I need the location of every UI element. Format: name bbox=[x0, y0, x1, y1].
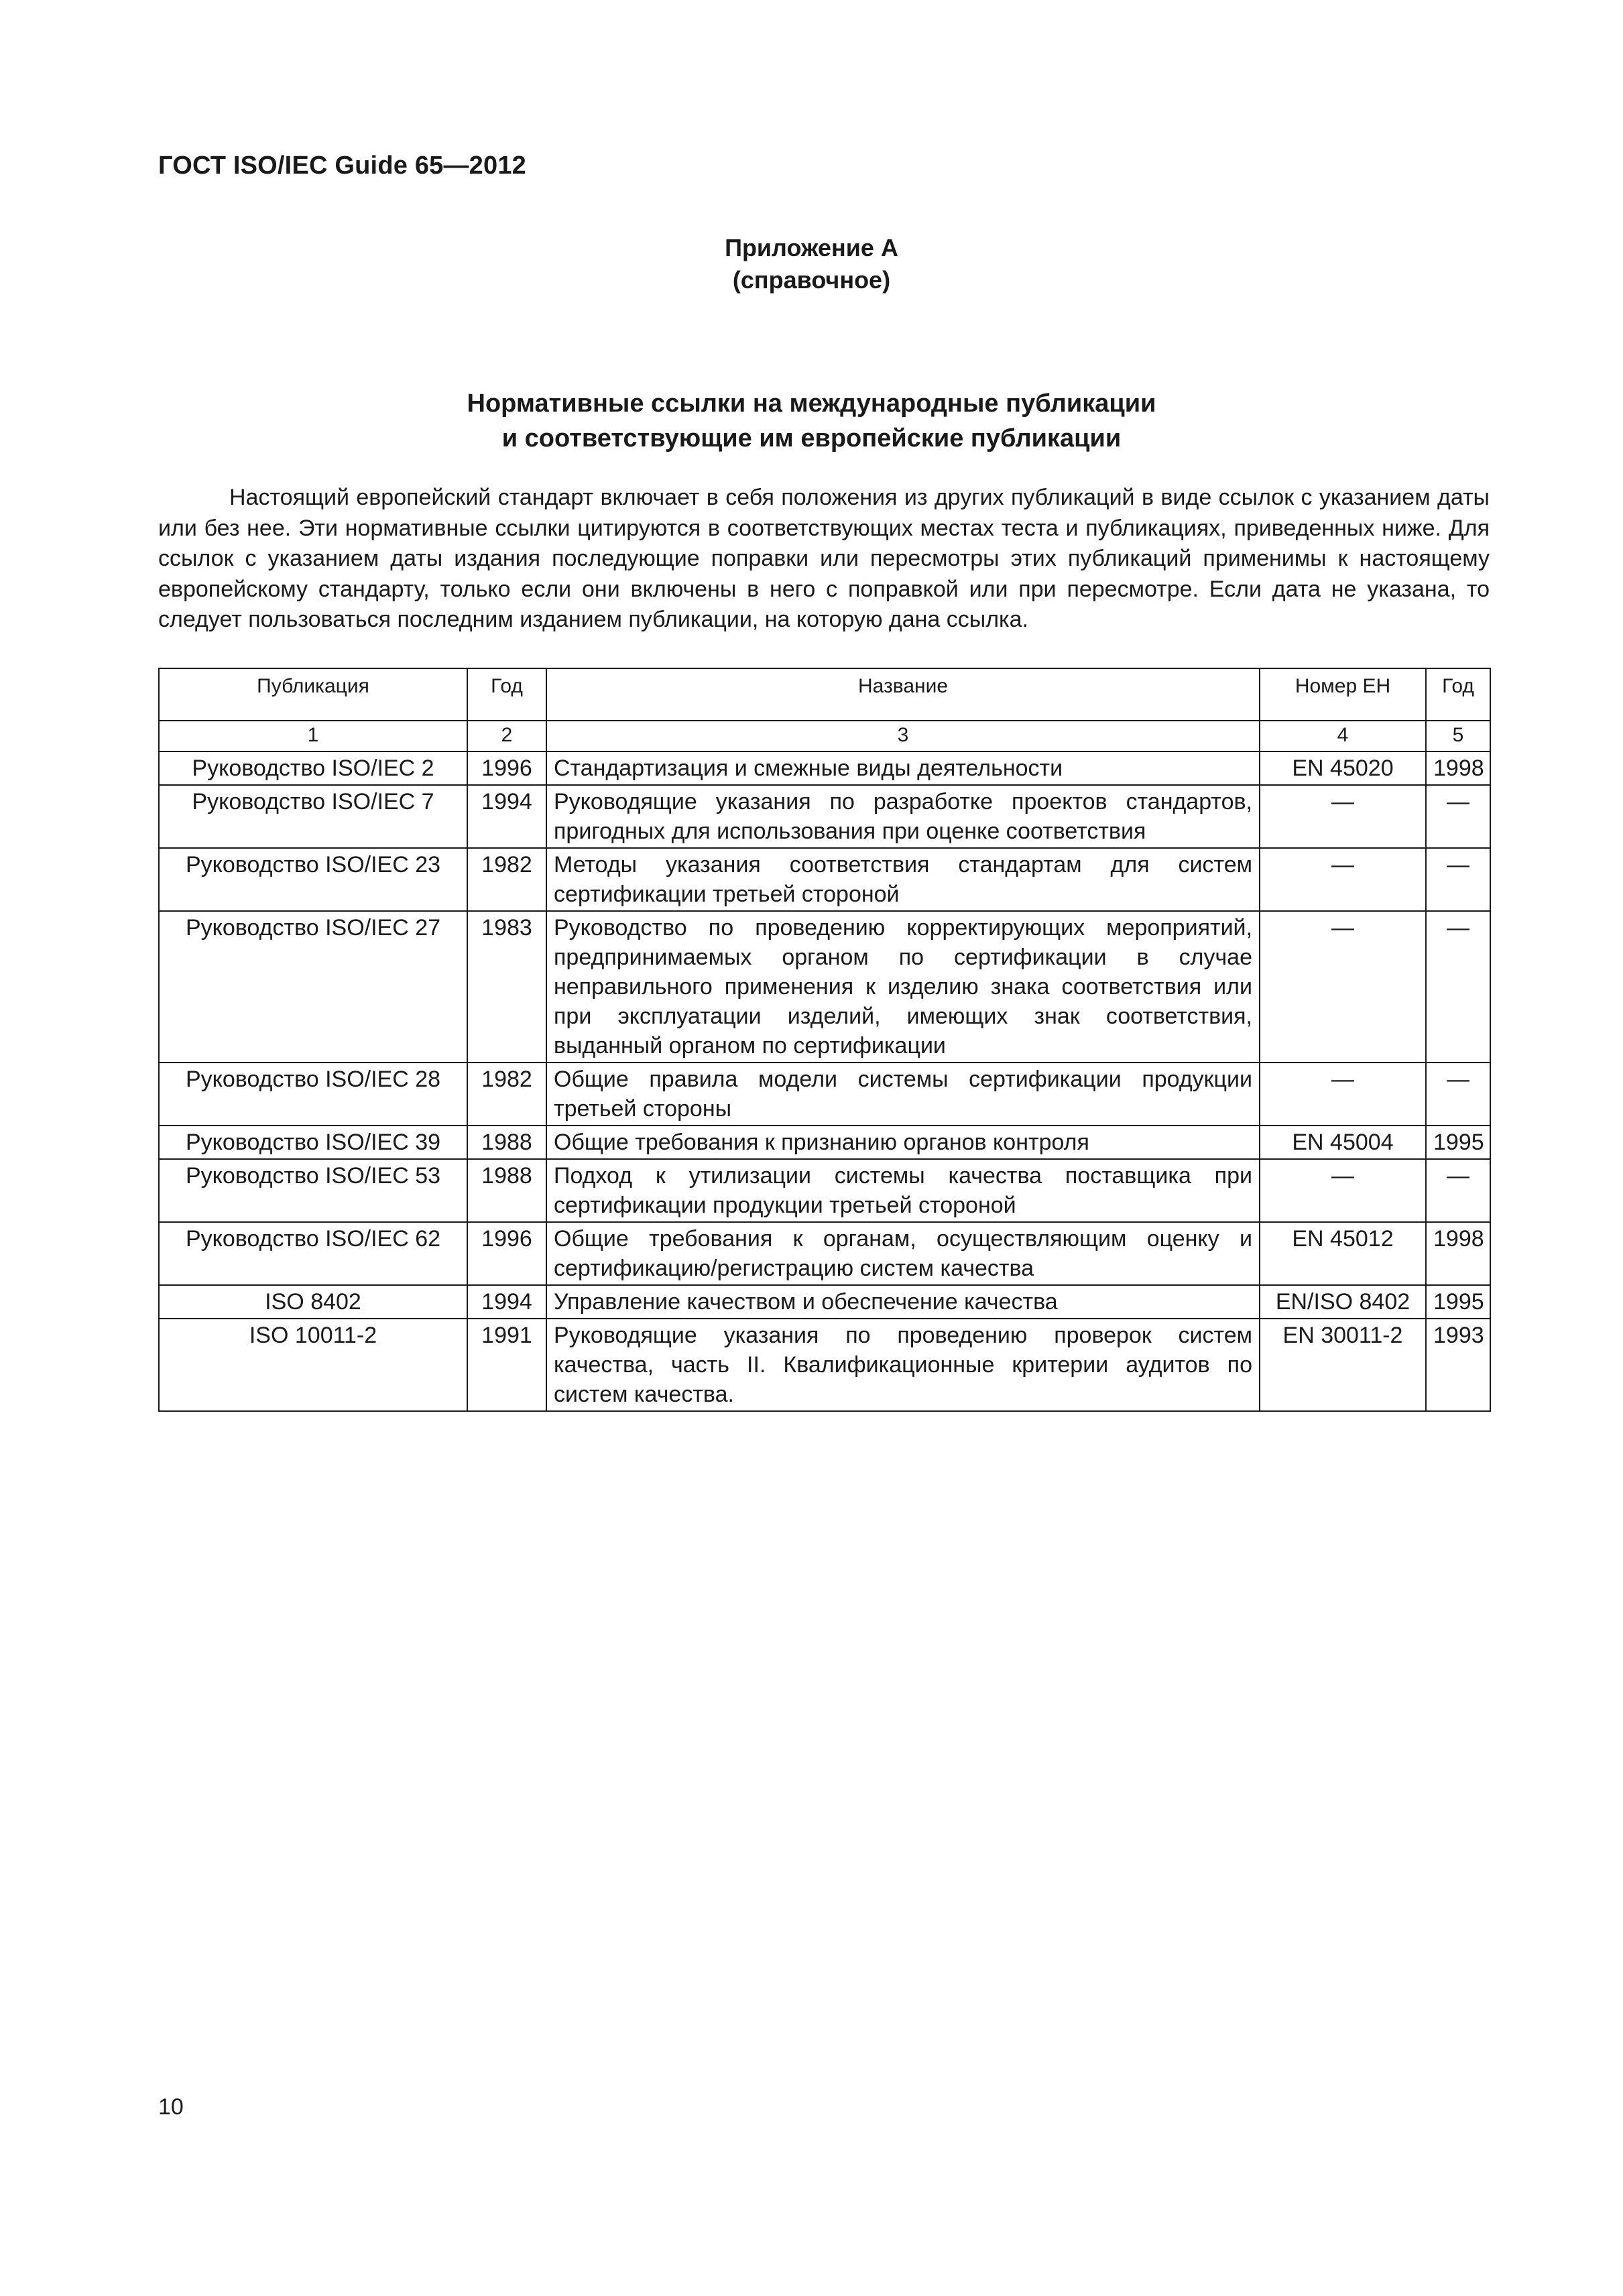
cell-name: Стандартизация и смежные виды деятельности bbox=[546, 751, 1260, 785]
column-number: 4 bbox=[1260, 721, 1426, 751]
header-en-number: Номер ЕН bbox=[1260, 668, 1426, 721]
appendix-subtitle: (справочное) bbox=[732, 266, 891, 294]
cell-en-year: — bbox=[1426, 848, 1490, 911]
section-title bbox=[0, 386, 1623, 456]
cell-year: 1996 bbox=[467, 1222, 546, 1285]
table-row bbox=[159, 1285, 1490, 1319]
cell-en-year: 1995 bbox=[1426, 1126, 1490, 1159]
cell-publication: Руководство ISO/IEC 28 bbox=[159, 1063, 467, 1126]
cell-en-number: — bbox=[1260, 1159, 1426, 1222]
cell-en-number: EN 30011-2 bbox=[1260, 1319, 1426, 1411]
table-row bbox=[159, 751, 1490, 785]
appendix-heading bbox=[0, 232, 1623, 296]
cell-name: Методы указания соответствия стандартам для систем сертификации третьей стороной bbox=[546, 848, 1260, 911]
cell-year: 1994 bbox=[467, 785, 546, 848]
section-title-line-1: Нормативные ссылки на международные публикации bbox=[467, 389, 1156, 418]
cell-en-number: — bbox=[1260, 1063, 1426, 1126]
cell-year: 1983 bbox=[467, 911, 546, 1063]
header-name: Название bbox=[546, 668, 1260, 721]
cell-name: Подход к утилизации системы качества поставщика при сертификации продукции третьей стороной bbox=[546, 1159, 1260, 1222]
cell-en-year: 1995 bbox=[1426, 1285, 1490, 1319]
table-header-row bbox=[159, 668, 1490, 721]
cell-en-year: — bbox=[1426, 785, 1490, 848]
table-row bbox=[159, 785, 1490, 848]
column-number: 5 bbox=[1426, 721, 1490, 751]
header-en-year: Год bbox=[1426, 668, 1490, 721]
cell-publication: ISO 8402 bbox=[159, 1285, 467, 1319]
table-row bbox=[159, 911, 1490, 1063]
cell-publication: ISO 10011-2 bbox=[159, 1319, 467, 1411]
cell-name: Общие требования к органам, осуществляющим оценку и сертификацию/регистрацию систем качества bbox=[546, 1222, 1260, 1285]
page-number: 10 bbox=[158, 2094, 184, 2120]
cell-en-number: — bbox=[1260, 848, 1426, 911]
cell-en-number: EN 45020 bbox=[1260, 751, 1426, 785]
table-row bbox=[159, 1159, 1490, 1222]
header-year: Год bbox=[467, 668, 546, 721]
cell-name: Общие правила модели системы сертификации продукции третьей стороны bbox=[546, 1063, 1260, 1126]
cell-en-year: — bbox=[1426, 911, 1490, 1063]
cell-en-number: — bbox=[1260, 911, 1426, 1063]
column-number: 3 bbox=[546, 721, 1260, 751]
cell-en-number: EN/ISO 8402 bbox=[1260, 1285, 1426, 1319]
cell-publication: Руководство ISO/IEC 39 bbox=[159, 1126, 467, 1159]
cell-year: 1982 bbox=[467, 1063, 546, 1126]
table-row bbox=[159, 1063, 1490, 1126]
cell-publication: Руководство ISO/IEC 27 bbox=[159, 911, 467, 1063]
cell-name: Руководящие указания по проведению проверок систем качества, часть II. Квалификационные критерии аудитов по систем качества. bbox=[546, 1319, 1260, 1411]
column-number: 1 bbox=[159, 721, 467, 751]
intro-paragraph: Настоящий европейский стандарт включает в себя положения из других публикаций в виде ссылок с указанием даты или без нее. Эти нормативные ссылки цитируются в соответствующих местах теста и публикациях, приведенных ниже. Для ссылок с указанием даты издания последующие поправки или пересмотры этих публикаций применимы к настоящему европейскому стандарту, только если они включены в него с поправкой или при пересмотре. Если дата не указана, то следует пользоваться последним изданием публикации, на которую дана ссылка. bbox=[158, 485, 1490, 632]
cell-en-year: — bbox=[1426, 1063, 1490, 1126]
cell-year: 1996 bbox=[467, 751, 546, 785]
section-title-line-2: и соответствующие им европейские публикации bbox=[501, 424, 1122, 452]
references-table bbox=[158, 668, 1491, 1412]
cell-name: Управление качеством и обеспечение качества bbox=[546, 1285, 1260, 1319]
cell-en-year: 1998 bbox=[1426, 1222, 1490, 1285]
cell-en-number: — bbox=[1260, 785, 1426, 848]
header-publication: Публикация bbox=[159, 668, 467, 721]
column-number: 2 bbox=[467, 721, 546, 751]
appendix-title: Приложение А bbox=[725, 234, 898, 261]
cell-en-year: 1993 bbox=[1426, 1319, 1490, 1411]
cell-name: Общие требования к признанию органов контроля bbox=[546, 1126, 1260, 1159]
cell-publication: Руководство ISO/IEC 7 bbox=[159, 785, 467, 848]
cell-en-number: EN 45004 bbox=[1260, 1126, 1426, 1159]
cell-en-year: 1998 bbox=[1426, 751, 1490, 785]
table-row bbox=[159, 848, 1490, 911]
table-row bbox=[159, 1222, 1490, 1285]
document-code: ГОСТ ISO/IEC Guide 65—2012 bbox=[158, 152, 527, 180]
column-number-row bbox=[159, 721, 1490, 751]
cell-publication: Руководство ISO/IEC 23 bbox=[159, 848, 467, 911]
cell-publication: Руководство ISO/IEC 53 bbox=[159, 1159, 467, 1222]
cell-en-year: — bbox=[1426, 1159, 1490, 1222]
cell-year: 1988 bbox=[467, 1126, 546, 1159]
cell-en-number: EN 45012 bbox=[1260, 1222, 1426, 1285]
table-row bbox=[159, 1126, 1490, 1159]
cell-year: 1982 bbox=[467, 848, 546, 911]
cell-year: 1994 bbox=[467, 1285, 546, 1319]
cell-publication: Руководство ISO/IEC 62 bbox=[159, 1222, 467, 1285]
cell-year: 1988 bbox=[467, 1159, 546, 1222]
cell-name: Руководство по проведению корректирующих мероприятий, предпринимаемых органом по сертификации в случае неправильного применения к изделию знака соответствия или при эксплуатации изделий, имеющих знак соответствия, выданный органом по сертификации bbox=[546, 911, 1260, 1063]
cell-publication: Руководство ISO/IEC 2 bbox=[159, 751, 467, 785]
table-row bbox=[159, 1319, 1490, 1411]
cell-name: Руководящие указания по разработке проектов стандартов, пригодных для использования при оценке соответствия bbox=[546, 785, 1260, 848]
cell-year: 1991 bbox=[467, 1319, 546, 1411]
